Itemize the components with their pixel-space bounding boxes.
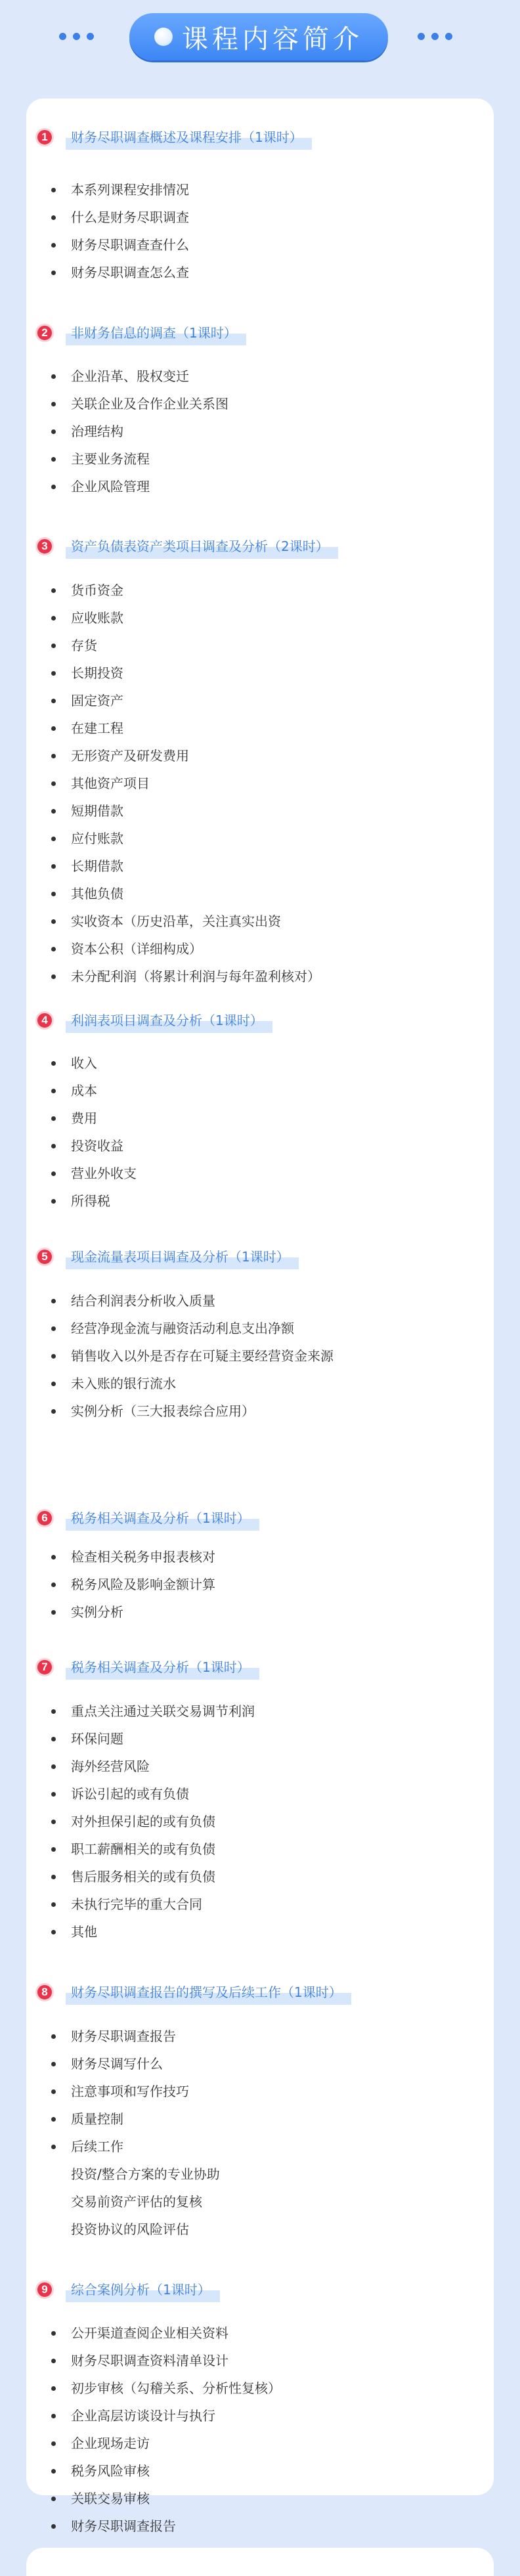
bullet-icon (51, 919, 56, 924)
section-2-header (26, 320, 494, 347)
bullet-icon (51, 1737, 56, 1741)
list-item-text: 企业现场走访 (71, 2435, 150, 2451)
list-item (26, 1543, 215, 1571)
section-number-badge: 7 (35, 1658, 54, 1676)
bullet-icon (51, 864, 56, 869)
list-item-text: 投资/整合方案的专业协助 (71, 2166, 220, 2182)
page-title: 课程内容简介 (182, 24, 363, 55)
next-card-edge (26, 2548, 494, 2576)
list-item (26, 204, 189, 231)
list-item-text: 海外经营风险 (71, 1758, 150, 1774)
list-item (26, 1725, 255, 1753)
bullet-icon (51, 644, 56, 648)
section-3-header (26, 534, 494, 560)
bullet-icon (51, 2386, 56, 2391)
bullet-icon (51, 1409, 56, 1414)
bullet-icon (51, 2089, 56, 2094)
list-item-text: 实收资本（历史沿革，关注真实出资 (71, 913, 281, 929)
list-item (26, 1077, 137, 1104)
list-item-text: 固定资产 (71, 693, 123, 709)
bullet-icon (51, 2145, 56, 2149)
bullet-icon (51, 374, 56, 379)
bullet-icon (51, 243, 56, 248)
bullet-icon (51, 2331, 56, 2336)
bullet-icon (51, 2117, 56, 2122)
list-item-text: 检查相关税务申报表核对 (71, 1549, 215, 1565)
list-item (26, 2105, 220, 2133)
list-item-text: 财务尽职调查资料清单设计 (71, 2353, 228, 2369)
list-item-text: 财务尽职调查怎么查 (71, 265, 189, 280)
bullet-icon (51, 2497, 56, 2501)
list-item-text: 未入账的银行流水 (71, 1376, 176, 1391)
list-item-text: 后续工作 (71, 2139, 123, 2154)
list-item (26, 797, 320, 825)
section-7-list (26, 1697, 255, 1946)
section-2-list (26, 362, 228, 500)
section-title: 税务相关调查及分析（1课时） (66, 1506, 259, 1531)
list-item (26, 1835, 255, 1863)
bullet-icon (51, 271, 56, 275)
bullet-icon (51, 1061, 56, 1066)
list-item-text: 职工薪酬相关的或有负债 (71, 1841, 215, 1857)
section-title: 财务尽职调查概述及课程安排（1课时） (66, 125, 312, 150)
section-number-badge: 9 (35, 2281, 54, 2299)
bullet-icon (51, 1199, 56, 1204)
list-item-text: 长期借款 (71, 858, 123, 874)
list-item-text: 成本 (71, 1083, 97, 1099)
list-item (26, 2022, 220, 2050)
bullet-icon (51, 2359, 56, 2363)
list-item-text: 实例分析（三大报表综合应用） (71, 1403, 255, 1419)
bullet-icon (51, 1382, 56, 1386)
bullet-icon (51, 616, 56, 621)
list-item-text: 投资收益 (71, 1138, 123, 1154)
bullet-icon (51, 1326, 56, 1331)
list-item-text: 所得税 (71, 1193, 110, 1209)
decorative-dots-right (418, 33, 452, 40)
bullet-icon (51, 2469, 56, 2474)
list-item (26, 1397, 334, 1425)
list-item-text: 诉讼引起的或有负债 (71, 1786, 189, 1802)
list-item (26, 1287, 334, 1315)
section-9-header (26, 2277, 494, 2303)
section-title: 财务尽职调查报告的撰写及后续工作（1课时） (66, 1980, 351, 2005)
bullet-icon (51, 1792, 56, 1797)
list-item (26, 1780, 255, 1808)
section-1-header (26, 125, 494, 151)
list-item (26, 659, 320, 687)
list-item (26, 1890, 255, 1918)
list-item (26, 176, 189, 204)
bullet-icon (51, 781, 56, 786)
list-item-text: 未执行完毕的重大合同 (71, 1896, 202, 1912)
bullet-icon (51, 1116, 56, 1121)
list-item-text: 财务尽调写什么 (71, 2056, 163, 2072)
list-item (26, 259, 189, 286)
section-8-header (26, 1980, 494, 2006)
section-heading (26, 534, 494, 560)
list-item-text: 企业风险管理 (71, 479, 150, 494)
list-item-text: 公开渠道查阅企业相关资料 (71, 2325, 228, 2341)
list-item (26, 231, 189, 259)
list-item-text: 企业高层访谈设计与执行 (71, 2408, 215, 2424)
list-item-text: 关联交易审核 (71, 2491, 150, 2506)
section-4-header (26, 1008, 494, 1034)
list-item (26, 1598, 215, 1626)
bullet-icon (51, 671, 56, 676)
bullet-icon (51, 2414, 56, 2418)
list-item (26, 825, 320, 852)
bullet-icon (51, 215, 56, 220)
bullet-icon (51, 1171, 56, 1176)
bullet-icon (51, 457, 56, 462)
bullet-icon (51, 1764, 56, 1769)
list-item-text: 收入 (71, 1055, 97, 1071)
bullet-icon (51, 2441, 56, 2446)
list-item-text: 税务风险审核 (71, 2463, 150, 2479)
bullet-icon (51, 1555, 56, 1560)
list-item-text: 结合利润表分析收入质量 (71, 1293, 215, 1309)
list-item (26, 852, 320, 880)
section-4-list (26, 1049, 137, 1215)
section-9-list (26, 2319, 281, 2540)
list-item (26, 1753, 255, 1780)
list-item-text: 企业沿革、股权变迁 (71, 368, 189, 384)
section-number-badge: 2 (35, 324, 54, 342)
list-item-text: 投资协议的风险评估 (71, 2221, 189, 2237)
list-item (26, 880, 320, 907)
list-item (26, 2512, 281, 2540)
section-title: 现金流量表项目调查及分析（1课时） (66, 1244, 299, 1269)
bullet-icon (51, 429, 56, 434)
bullet-icon (51, 1875, 56, 1879)
bullet-icon (51, 1820, 56, 1824)
list-item-text: 关联企业及合作企业关系图 (71, 396, 228, 412)
section-title: 税务相关调查及分析（1课时） (66, 1655, 259, 1680)
list-item (26, 2374, 281, 2402)
bullet-icon (51, 1089, 56, 1093)
section-5-header (26, 1244, 494, 1271)
section-3-list (26, 577, 320, 990)
list-item-text: 未分配利润（将累计利润与每年盈利核对） (71, 969, 320, 984)
list-item (26, 632, 320, 659)
bullet-icon (51, 726, 56, 731)
bullet-icon (51, 1354, 56, 1359)
list-item-text: 质量控制 (71, 2111, 123, 2127)
list-item (26, 445, 228, 473)
list-item (26, 1104, 137, 1132)
bullet-icon (51, 1930, 56, 1934)
list-item-text: 长期投资 (71, 665, 123, 681)
list-item (26, 2133, 220, 2160)
section-heading (26, 1655, 494, 1681)
bullet-icon (51, 1144, 56, 1148)
section-title: 综合案例分析（1课时） (66, 2277, 220, 2302)
bullet-icon (51, 837, 56, 841)
list-item (26, 1187, 137, 1215)
bullet-icon (51, 2062, 56, 2066)
bullet-icon (51, 402, 56, 406)
section-7-header (26, 1655, 494, 1681)
bullet-icon (51, 1610, 56, 1615)
list-item-text: 本系列课程安排情况 (71, 182, 189, 198)
list-item-text: 存货 (71, 638, 97, 653)
section-title: 资产负债表资产类项目调查及分析（2课时） (66, 534, 338, 559)
list-item-text: 资本公积（详细构成） (71, 941, 202, 957)
list-item-text: 重点关注通过关联交易调节利润 (71, 1703, 255, 1719)
bullet-icon (51, 809, 56, 814)
bullet-icon (51, 754, 56, 758)
list-item (26, 2078, 220, 2105)
list-item (26, 2319, 281, 2347)
section-number-badge: 6 (35, 1509, 54, 1527)
list-item-text: 短期借款 (71, 803, 123, 819)
section-6-header (26, 1506, 494, 1532)
list-item (26, 577, 320, 604)
section-title: 非财务信息的调查（1课时） (66, 320, 246, 345)
list-item (26, 907, 320, 935)
bullet-icon (51, 892, 56, 896)
content-card (26, 98, 494, 2534)
list-item-text: 实例分析 (71, 1604, 123, 1620)
list-item (26, 2430, 281, 2457)
bullet-icon (51, 1902, 56, 1907)
section-number-badge: 4 (35, 1011, 54, 1030)
title-pill (129, 13, 388, 60)
section-number-badge: 8 (35, 1983, 54, 2001)
list-item-text: 治理结构 (71, 424, 123, 439)
bullet-icon (51, 188, 56, 192)
bullet-icon (51, 1709, 56, 1714)
bullet-icon (51, 699, 56, 703)
list-item (26, 2347, 281, 2374)
section-number-badge: 3 (35, 537, 54, 556)
list-item-text: 售后服务相关的或有负债 (71, 1869, 215, 1885)
bullet-icon (51, 1299, 56, 1303)
list-item (26, 1132, 137, 1160)
section-heading (26, 320, 494, 347)
section-heading (26, 1506, 494, 1532)
section-number-badge: 1 (35, 128, 54, 146)
bullet-icon (51, 947, 56, 951)
list-item-text: 营业外收支 (71, 1166, 137, 1181)
list-item (26, 418, 228, 445)
bullet-icon (51, 2034, 56, 2039)
decorative-dots-left (59, 33, 94, 40)
list-item (26, 1315, 334, 1342)
bullet-icon (51, 1583, 56, 1587)
section-heading (26, 1008, 494, 1034)
list-item-text: 费用 (71, 1110, 97, 1126)
section-5-list (26, 1287, 334, 1425)
list-item (26, 770, 320, 797)
list-item (26, 1571, 215, 1598)
list-item (26, 1808, 255, 1835)
sub-list-item (26, 2188, 220, 2216)
section-title: 利润表项目调查及分析（1课时） (66, 1008, 272, 1033)
list-item-text: 应付账款 (71, 831, 123, 846)
list-item-text: 经营净现金流与融资活动利息支出净额 (71, 1321, 294, 1336)
bullet-icon (51, 974, 56, 979)
list-item (26, 2457, 281, 2485)
list-item-text: 财务尽职调查查什么 (71, 237, 189, 253)
list-item (26, 1697, 255, 1725)
bullet-icon (51, 1847, 56, 1852)
list-item-text: 交易前资产评估的复核 (71, 2194, 202, 2210)
list-item (26, 1918, 255, 1946)
section-number-badge: 5 (35, 1248, 54, 1266)
list-item-text: 税务风险及影响金额计算 (71, 1577, 215, 1592)
list-item-text: 无形资产及研发费用 (71, 748, 189, 764)
bullet-icon (51, 2524, 56, 2529)
list-item-text: 对外担保引起的或有负债 (71, 1814, 215, 1829)
list-item (26, 362, 228, 390)
list-item (26, 604, 320, 632)
list-item-text: 货币资金 (71, 582, 123, 598)
list-item-text: 销售收入以外是否存在可疑主要经营资金来源 (71, 1348, 334, 1364)
list-item (26, 390, 228, 418)
section-8-list (26, 2022, 220, 2243)
list-item-text: 其他资产项目 (71, 775, 150, 791)
header (0, 13, 520, 60)
sub-list-item (26, 2216, 220, 2243)
list-item-text: 其他 (71, 1924, 97, 1940)
list-item-text: 应收账款 (71, 610, 123, 626)
list-item (26, 687, 320, 714)
list-item-text: 环保问题 (71, 1731, 123, 1747)
list-item (26, 1049, 137, 1077)
list-item-text: 财务尽职调查报告 (71, 2518, 176, 2534)
sub-list-item (26, 2160, 220, 2188)
list-item-text: 财务尽职调查报告 (71, 2028, 176, 2044)
bullet-icon (51, 588, 56, 593)
list-item-text: 在建工程 (71, 720, 123, 736)
section-heading (26, 2277, 494, 2303)
list-item (26, 1370, 334, 1397)
list-item (26, 2485, 281, 2512)
section-heading (26, 125, 494, 151)
list-item-text: 主要业务流程 (71, 451, 150, 467)
bullet-icon (51, 485, 56, 489)
circle-icon (154, 28, 173, 46)
list-item (26, 714, 320, 742)
list-item (26, 742, 320, 770)
list-item (26, 935, 320, 963)
section-heading (26, 1980, 494, 2006)
list-item (26, 1160, 137, 1187)
section-heading (26, 1244, 494, 1271)
list-item (26, 963, 320, 990)
list-item (26, 1342, 334, 1370)
list-item (26, 1863, 255, 1890)
section-6-list (26, 1543, 215, 1626)
list-item (26, 473, 228, 500)
list-item-text: 注意事项和写作技巧 (71, 2084, 189, 2099)
section-1-list (26, 176, 189, 286)
list-item (26, 2402, 281, 2430)
list-item-text: 初步审核（勾稽关系、分析性复核） (71, 2380, 281, 2396)
list-item-text: 什么是财务尽职调查 (71, 209, 189, 225)
list-item (26, 2050, 220, 2078)
list-item-text: 其他负债 (71, 886, 123, 902)
